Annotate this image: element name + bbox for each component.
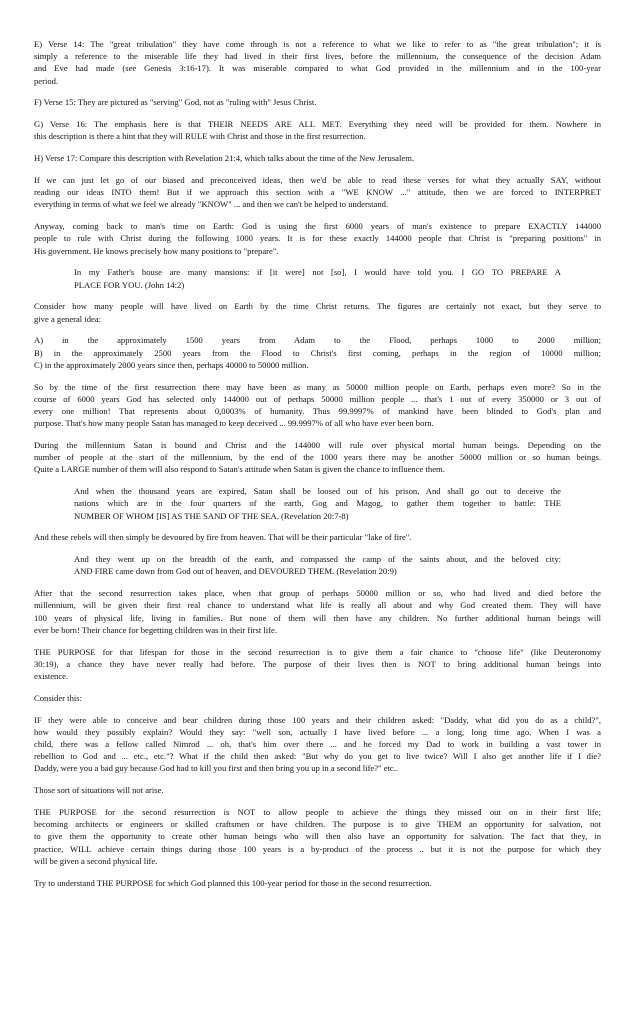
text-line: to give them the opportunity to create other human beings who will then also have an opportunity for salvation. The fact that they, in xyxy=(34,831,601,842)
text-line: 100 years of physical life, living in families. But none of them will then have any children. No further additional human beings will xyxy=(34,612,601,623)
text-line: practice, WILL achieve certain things during those 100 years is a by-product of the process .. but it is not the purpose for which they xyxy=(34,843,601,854)
text-line: C) in the approximately 2000 years since then, perhaps 40000 to 50000 million. xyxy=(34,359,309,370)
paragraph xyxy=(34,96,601,108)
text-line: IF they were able to conceive and bear children during those 100 years and their children asked: "Daddy, what did you do as a child?", xyxy=(34,714,601,725)
text-line: During the millennium Satan is bound and Christ and the 144000 will rule over physical mortal human beings. Depending on the xyxy=(34,440,601,451)
text-line: A) in the approximately 1500 years from Adam to the Flood, perhaps 1000 to 2000 million; xyxy=(34,335,601,346)
text-line: and Eve had made (see Genesis 3:16-17). It was miserable compared to what God provided in the millennium and in the 100-year xyxy=(34,63,601,74)
text-line: course of 6000 years God has selected only 144000 out of perhaps 50000 million people ... that's 1 out of every 350000 or 3 out of xyxy=(34,393,601,404)
text-line: give a general idea: xyxy=(34,313,102,324)
text-line: nations which are in the four quarters of the earth, Gog and Magog, to gather them together to battle: THE xyxy=(74,498,561,509)
text-line: F) Verse 15: They are pictured as "serving" God, not as "ruling with" Jesus Christ. xyxy=(34,97,317,108)
text-line: And when the thousand years are expired, Satan shall be loosed out of his prison, And shall go out to deceive the xyxy=(74,486,561,497)
text-line: B) in the approximately 2500 years from the Flood to Christ's first coming, perhaps in the region of 10000 million; xyxy=(34,347,601,358)
text-line: Those sort of situations will not arise. xyxy=(34,785,164,796)
text-line: ever be born! Their chance for begetting children was in their first life. xyxy=(34,624,277,635)
text-line: reading our ideas INTO them! But if we approach this section with a "WE KNOW ..." attitude, then we are forced to INTERPRET xyxy=(34,187,601,198)
paragraph xyxy=(34,300,601,324)
paragraph xyxy=(34,152,601,164)
scripture-quote xyxy=(34,485,601,522)
paragraph xyxy=(34,784,601,796)
paragraph xyxy=(34,587,601,636)
text-line: becoming architects or engineers or skilled craftsmen or have children. The purpose is to give THEM an opportunity for salvation, not xyxy=(34,819,601,830)
text-line: millennium, will be given their first real chance to understand what life is really all about and why God created them. They will have xyxy=(34,600,601,611)
scripture-quote xyxy=(34,553,601,577)
text-line: In my Father's house are many mansions: if [it were] not [so], I would have told you. I GO TO PREPARE A xyxy=(74,267,561,278)
text-line: Quite a LARGE number of them will also respond to Satan's attitude when Satan is given the chance to influence them. xyxy=(34,464,445,475)
text-line: THE PURPOSE for the second resurrection is NOT to allow people to achieve the things they missed out on in their first life; xyxy=(34,807,601,818)
document-page xyxy=(34,38,601,898)
text-line: child, there was a fellow called Nimrod ... oh, that's him over there ... and he forced my Dad to work in building a vast tower in xyxy=(34,739,601,750)
text-line: purpose. That's how many people Satan has managed to keep deceived ... 99.9997% of all who have ever been born. xyxy=(34,418,434,429)
text-line: And these rebels will then simply be devoured by fire from heaven. That will be their particular "lake of fire". xyxy=(34,532,412,543)
paragraph xyxy=(34,806,601,867)
paragraph xyxy=(34,714,601,775)
paragraph xyxy=(34,38,601,87)
paragraph xyxy=(34,220,601,257)
text-line: After that the second resurrection takes place, when that group of perhaps 50000 million or so, who had lived and died before the xyxy=(34,588,601,599)
text-line: simply a reference to the miserable life they had lived in their first lives, before the millennium, the consequence of the decision Adam xyxy=(34,51,601,62)
text-line: existence. xyxy=(34,671,69,682)
text-line: G) Verse 16: The emphasis here is that THEIR NEEDS ARE ALL MET. Everything they need will be provided for them. Nowhere in xyxy=(34,119,601,130)
text-line: will be given a second physical life. xyxy=(34,855,158,866)
text-line: H) Verse 17: Compare this description with Revelation 21:4, which talks about the time of the New Jerusalem. xyxy=(34,153,415,164)
text-line: Anyway, coming back to man's time on Earth: God is using the first 6000 years of man's existence to prepare EXACTLY 144000 xyxy=(34,221,601,232)
text-line: And they went up on the breadth of the earth, and compassed the camp of the saints about, and the beloved city: xyxy=(74,554,561,565)
paragraph xyxy=(34,531,601,543)
text-line: So by the time of the first resurrection there may have been as many as 50000 million people on Earth, perhaps even more? So in the xyxy=(34,381,601,392)
text-line: people to rule with Christ during the following 1000 years. It is for these exactly 144000 people that Christ is "preparing positions" in xyxy=(34,233,601,244)
text-line: how would they possibly explain? Would they say: "well son, actually I have lived before ... a long, long time ago. When I was a xyxy=(34,726,601,737)
text-line: rebellion to God and ... etc., etc."? What if the child then asked: "But why do you get to live twice? Will I also get another life if I die? xyxy=(34,751,601,762)
text-line: 30:19), a chance they have never really had before. The purpose of their lives then is NOT to bring additional human beings into xyxy=(34,658,601,669)
text-line: His government. He knows precisely how many positions to "prepare". xyxy=(34,245,279,256)
text-line: period. xyxy=(34,75,59,86)
text-line: this description is there a hint that they will RULE with Christ and those in the first resurrection. xyxy=(34,131,366,142)
paragraph xyxy=(34,646,601,683)
text-line: every one million! That represents about 0,0003% of humanity. Thus 99.9997% of mankind have been blinded to God's plan and xyxy=(34,406,601,417)
text-line: Consider this: xyxy=(34,692,82,703)
paragraph xyxy=(34,692,601,704)
text-line: NUMBER OF WHOM [IS] AS THE SAND OF THE SEA. (Revelation 20:7-8) xyxy=(74,510,349,521)
text-line: everything in terms of what we feel we already "KNOW" ... and then we can't be helped to understand. xyxy=(34,199,389,210)
text-line: E) Verse 14: The "great tribulation" they have come through is not a reference to what we like to refer to as "the great tribulation"; it is xyxy=(34,39,601,49)
scripture-quote xyxy=(34,266,601,290)
paragraph xyxy=(34,118,601,142)
text-line: Try to understand THE PURPOSE for which God planned this 100-year period for those in the second resurrection. xyxy=(34,877,432,888)
paragraph xyxy=(34,334,601,371)
text-line: Daddy, were you a bad guy because God had to kill you first and then bring you up in a second life?" etc.. xyxy=(34,763,399,774)
text-line: THE PURPOSE for that lifespan for those in the second resurrection is to give them a fair chance to "choose life" (like Deuteronomy xyxy=(34,646,601,657)
text-line: Consider how many people will have lived on Earth by the time Christ returns. The figures are certainly not exact, but they serve to xyxy=(34,301,601,312)
text-line: number of people at the start of the millennium, by the end of the 1000 years there may be another 50000 million or so human beings. xyxy=(34,452,601,463)
paragraph xyxy=(34,439,601,476)
text-line: PLACE FOR YOU. (John 14:2) xyxy=(74,279,185,290)
paragraph xyxy=(34,174,601,211)
text-line: AND FIRE came down from God out of heaven, and DEVOURED THEM. (Revelation 20:9) xyxy=(74,566,397,577)
paragraph xyxy=(34,381,601,430)
text-line: If we can just let go of our biased and preconceived ideas, then we'd be able to read these verses for what they actually SAY, without xyxy=(34,175,601,185)
paragraph xyxy=(34,877,601,889)
